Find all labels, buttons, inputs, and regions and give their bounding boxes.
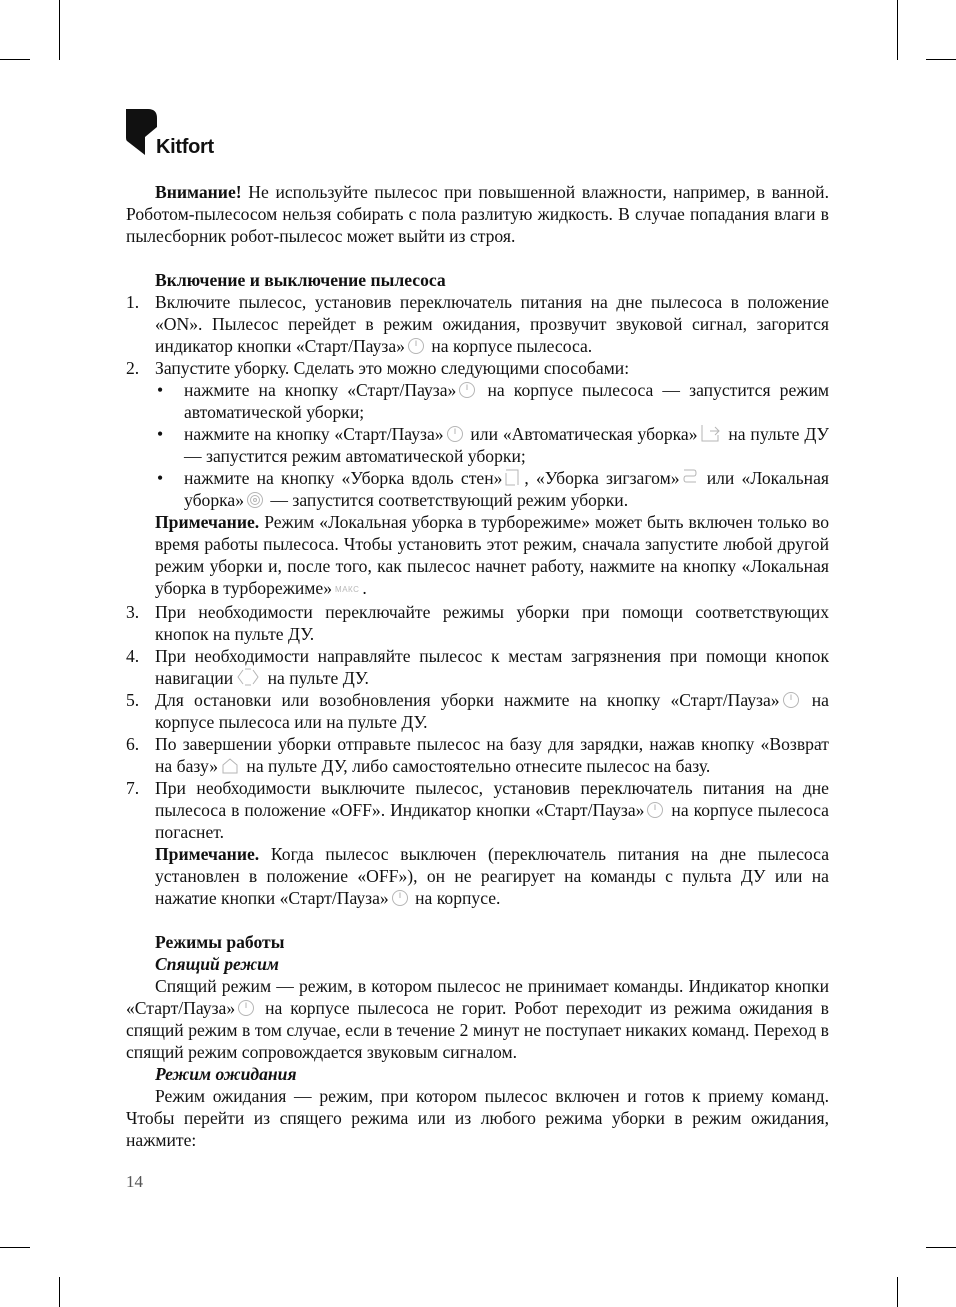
crop-mark bbox=[926, 1247, 956, 1248]
crop-mark bbox=[0, 59, 30, 60]
note-paragraph: Примечание. Когда пылесос выключен (переключатель питания на дне пылесоса установлен в положение «OFF»), он не реагирует на команды с пульта ДУ или на нажатие кнопки «Старт/Пауза» на корпусе. bbox=[155, 844, 829, 908]
step-item: 7. При необходимости выключите пылесос, установив переключатель питания на дне пылесоса в положение «OFF». Индикатор кнопки «Старт/Пауза» на корпусе пылесоса погаснет. Примечание. Когда пылесос выключен (переключатель питания на дне пылесоса установлен в положение «OFF»), он не реагирует на команды с пульта ДУ или на нажатие кнопки «Старт/Пауза» на корпусе. bbox=[126, 778, 829, 908]
list-item: • нажмите на кнопку «Уборка вдоль стен» , «Уборка зигзагом» или «Локальная уборка» — запустится соответствующий режим уборки. bbox=[155, 467, 829, 511]
step-item: 6. По завершении уборки отправьте пылесос на базу для зарядки, нажав кнопку «Возврат на базу» на пульте ДУ, либо самостоятельно отнесите пылесос на базу. bbox=[126, 734, 829, 776]
crop-mark bbox=[59, 1277, 60, 1307]
warning-paragraph: Внимание! Не используйте пылесос при повышенной влажности, например, в ванной. Роботом-пылесосом нельзя собирать с пола разлитую жидкость. В случае попадания влаги в пылесборник робот-пылесос может выйти из строя. bbox=[126, 182, 829, 246]
warning-label: Внимание! bbox=[155, 182, 242, 202]
sleep-mode-paragraph: Спящий режим — режим, в котором пылесос не принимает команды. Индикатор кнопки «Старт/Пауза» на корпусе пылесоса не горит. Робот переходит из режима ожидания в спящий режим в том случае, если в течение 2 минут не поступает никаких команд. Переход в спящий режим сопровождается звуковым сигналом. bbox=[126, 976, 829, 1062]
crop-mark bbox=[59, 0, 60, 60]
standby-mode-heading: Режим ожидания bbox=[155, 1064, 297, 1084]
sleep-mode-heading: Спящий режим bbox=[155, 954, 279, 974]
step-item: 2. Запустите уборку. Сделать это можно следующими способами: • нажмите на кнопку «Старт/Пауза» на корпусе пылесоса — запустится режим автоматической уборки; • нажмите на кнопку «Старт/Пауза» или «Автоматическая уборка» на пульте ДУ — запустится режим автоматической уборки; • нажмите на кнопку «Уборка вдоль стен» , «Уборка зигзагом» или «Локальная уборка» — запустится соответствующий режим уборки. Примечание. Режим «Локальная уборка в турборежиме» может быть включен только во время работы пылесоса. Чтобы установить этот режим, сначала запустите любой другой режим уборки и, после того, как пылесос начнет работу, нажмите на кнопку «Локальная уборка в турборежиме» МАКС . bbox=[126, 357, 829, 601]
note-paragraph: Примечание. Режим «Локальная уборка в турборежиме» может быть включен только во время работы пылесоса. Чтобы установить этот режим, сначала запустите любой другой режим уборки и, после того, как пылесос начнет работу, нажмите на кнопку «Локальная уборка в турборежиме» МАКС . bbox=[155, 511, 829, 601]
crop-mark bbox=[897, 1277, 898, 1307]
power-button-icon bbox=[782, 691, 800, 709]
page-number: 14 bbox=[126, 1172, 143, 1191]
crop-mark bbox=[926, 59, 956, 60]
step-item: 1. Включите пылесос, установив переключатель питания на дне пылесоса в положение «ON». Пылесос перейдет в режим ожидания, прозвучит звуковой сигнал, загорится индикатор кнопки «Старт/Пауза» на корпусе пылесоса. bbox=[126, 292, 829, 356]
crop-mark bbox=[0, 1247, 30, 1248]
logo-wordmark: Kitfort bbox=[156, 136, 214, 158]
manual-page bbox=[126, 181, 829, 1151]
step-item: 4. При необходимости направляйте пылесос к местам загрязнения при помощи кнопок навигации на пульте ДУ. bbox=[126, 646, 829, 688]
power-heading: Включение и выключение пылесоса bbox=[155, 270, 446, 290]
navigation-arrows-icon bbox=[235, 667, 261, 687]
list-item: • нажмите на кнопку «Старт/Пауза» или «Автоматическая уборка» на пульте ДУ — запустится режим автоматической уборки; bbox=[155, 423, 829, 467]
kitfort-logo-mark-icon bbox=[124, 107, 158, 157]
step-item: 5. Для остановки или возобновления уборки нажмите на кнопку «Старт/Пауза» на корпусе пылесоса или на пульте ДУ. bbox=[126, 690, 829, 732]
kitfort-logo bbox=[124, 107, 244, 157]
power-steps-list bbox=[126, 291, 829, 909]
modes-heading: Режимы работы bbox=[155, 932, 285, 952]
power-button-icon bbox=[458, 381, 476, 399]
start-methods-list bbox=[155, 379, 829, 511]
home-base-icon bbox=[220, 757, 240, 775]
zigzag-clean-icon bbox=[682, 467, 698, 487]
power-button-icon bbox=[391, 889, 409, 907]
power-button-icon bbox=[237, 999, 255, 1017]
auto-clean-icon bbox=[700, 423, 722, 443]
turbo-max-icon: МАКС bbox=[335, 585, 360, 594]
power-button-icon bbox=[646, 801, 664, 819]
step-item: 3. При необходимости переключайте режимы уборки при помощи соответствующих кнопок на пульте ДУ. bbox=[126, 602, 829, 644]
list-item: • нажмите на кнопку «Старт/Пауза» на корпусе пылесоса — запустится режим автоматической уборки; bbox=[155, 379, 829, 423]
standby-mode-paragraph: Режим ожидания — режим, при котором пылесос включен и готов к приему команд. Чтобы перейти из спящего режима или из любого режима уборки в режим ожидания, нажмите: bbox=[126, 1086, 829, 1150]
power-button-icon bbox=[407, 337, 425, 355]
spot-clean-icon bbox=[246, 491, 264, 509]
crop-mark bbox=[897, 0, 898, 60]
wall-clean-icon bbox=[504, 467, 522, 487]
power-button-icon bbox=[446, 425, 464, 443]
